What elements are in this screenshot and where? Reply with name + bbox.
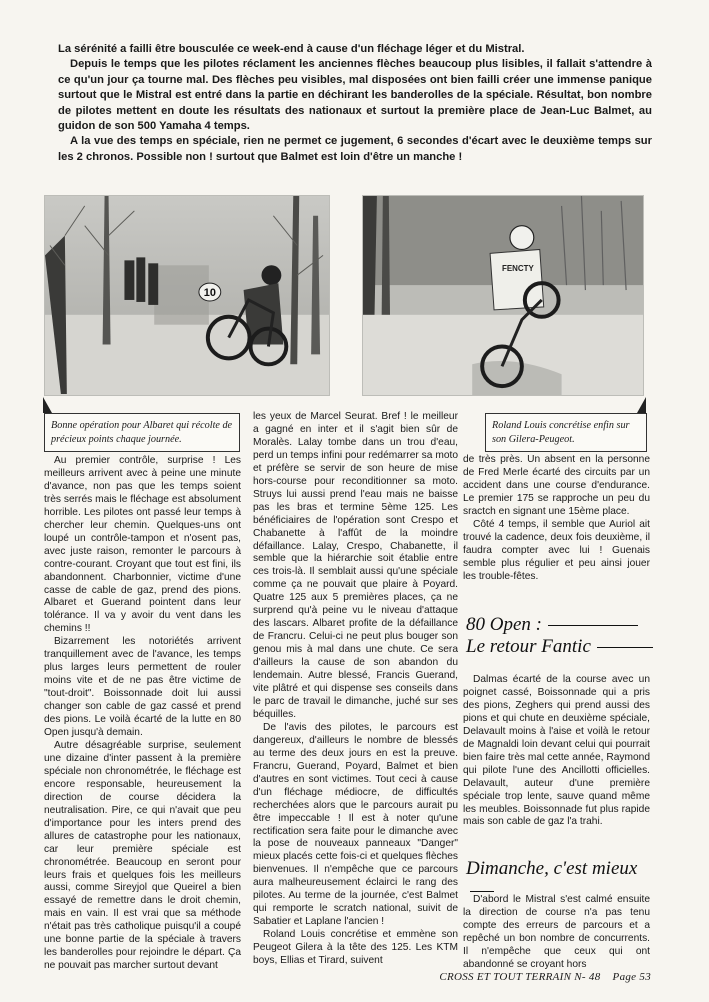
page-footer xyxy=(439,971,651,983)
heading-line: 80 Open : xyxy=(466,614,542,635)
heading-line: Le retour Fantic xyxy=(466,636,591,657)
magazine-title: CROSS ET TOUT TERRAIN N- 48 xyxy=(439,971,601,983)
plate-number: 10 xyxy=(203,287,216,299)
intro-paragraph: Depuis le temps que les pilotes réclament les anciennes flèches beaucoup plus lisibles, il fallait s'attendre à ce qu'un jour ça tourne mal. Des flèches peu visibles, mal disposées ont bien failli créer une immense panique surtout que le Mistral est entré dans la partie en déchirant les banderolles de la spéciale. Résultat, bon nombre de pilotes mettent en doute les résultats des nationaux et surtout la première place de Jean-Luc Balmet, au guidon de son 500 Yamaha 4 temps. xyxy=(58,58,652,133)
caption-pointer-left xyxy=(43,397,52,413)
intro-paragraph: A la vue des temps en spéciale, rien ne permet ce jugement, 6 secondes d'écart avec le deuxième temps sur les 2 chronos. Possible non ! surtout que Balmet est loin d'être un manche ! xyxy=(58,135,652,163)
column-paragraph: Côté 4 temps, il semble que Auriol ait trouvé la cadence, deux fois deuxième, il faudra compter avec lui ! Guenais semble plus régulier et peu ainsi jouer les trouble-fêtes. xyxy=(463,518,650,582)
heading-rule xyxy=(548,625,638,626)
column-paragraph: les yeux de Marcel Seurat. Bref ! le meilleur a gagné en inter et il s'agit bien sûr de Moralès. Lalay tombe dans un trou d'eau, perd un temps infini pour redémarrer sa moto et préfère se servir de son heure de mise hors-course pour reconditionner sa moto. Struys lui aussi prend l'eau mais ne baisse pas les bras et termine 5ème 125. Les bénéficiaires de l'opération sont Crespo et Chabanette à l'affût de la moindre défaillance. Lalay, Crespo, Chabanette, il semble que la hiérarchie soit établie entre ces trois-là. Il semblait aussi qu'une spéciale comme ça ne pouvait que plaire à Poyard. Quatre 125 aux 5 premières places, ça ne surprend qu'à peine vu le niveau d'attaque des lascars. Albaret profite de la défaillance de Francru. Celui-ci ne peut plus bouger son genou mis à mal dans une chute. Ce sera d'ailleurs la cause de son abandon du lendemain. Autre blessé, Francis Guerand, vite plâtré et qui dispense ses conseils dans le parc de travail le dimanche, juché sur ses béquilles. xyxy=(253,411,458,720)
intro-paragraph: La sérénité a failli être bousculée ce week-end à cause d'un fléchage léger et du Mistral. xyxy=(58,43,525,55)
photo-roland-louis xyxy=(362,195,644,396)
heading-rule xyxy=(470,891,494,892)
column-c-bottom xyxy=(463,894,650,970)
heading-line: Dimanche, c'est mieux xyxy=(466,858,638,879)
column-c-top xyxy=(463,454,650,592)
jersey-lettering: FENCTY xyxy=(502,264,534,274)
caption-albaret: Bonne opération pour Albaret qui récolte de précieux points chaque journée. xyxy=(44,413,240,452)
column-paragraph: de très près. Un absent en la personne de Fred Merle écarté des circuits par un accident dans une course d'endurance. Le premier 175 se rapproche un peu du sractch en signant une 15ème place. xyxy=(463,454,650,517)
caption-roland-louis: Roland Louis concrétise enfin sur son Gilera-Peugeot. xyxy=(485,413,647,452)
heading-rule xyxy=(597,647,653,648)
column-paragraph: D'abord le Mistral s'est calmé ensuite la direction de course n'a pas tenu compte des erreurs de parcours et a repêché un bon nombre de concurrents. Il n'empêche que ceux qui ont abandonné se croyant hors xyxy=(463,894,650,970)
heading-80-open xyxy=(466,614,656,658)
column-paragraph: Bizarrement les notoriétés arrivent tranquillement avec de l'avance, les temps plus larges leurs permettent de rouler moins vite et de ne pas être victime de "tout-droit". Boissonnade doit lui aussi changer son cable de gaz cassé et prend des pions. Le voilà écarté de la lutte en 80 Open jusqu'à demain. xyxy=(44,636,241,739)
column-b xyxy=(253,411,458,969)
column-c-mid xyxy=(463,674,650,830)
caption-pointer-right xyxy=(637,397,646,413)
column-paragraph: Au premier contrôle, surprise ! Les meilleurs arrivent avec à peine une minute d'avance, non pas que les temps soient très serrés mais le fléchage est absolument horrible. Les pilotes ont passé leur temps à chercher leur chemin. Quelques-uns ont loupé un contrôle-tampon et n'osent pas, avec juste raison, remonter le parcours à contre-courant. Croyant que tout est fini, ils abandonnent. Charbonnier, victime d'une casse de cable de gaz, prend des pions. Albaret et Guerand pointent dans leur tolérance. Il va y avoir du vent dans les chemins !! xyxy=(44,455,241,635)
column-paragraph: Dalmas écarté de la course avec un poignet cassé, Boissonnade qui a pris des pions, Zeghers qui prend aussi des pions et qui chute en deuxième spéciale, Delavault moins à l'aise et voilà le retour de Magnaldi loin devant celui qui pourrait bien faire très mal cette année, Raymond qui pilote l'une des Ancillotti officielles. Delavault, auteur d'une première spéciale trop lente, sauve quand même les meubles. Boissonnade fut plus rapide mais son cable de gaz l'a trahi. xyxy=(463,674,650,828)
intro-block xyxy=(58,42,652,165)
column-a xyxy=(44,455,241,972)
column-paragraph: Roland Louis concrétise et emmène son Peugeot Gilera à la tête des 125. Les KTM boys, Ellias et Tirard, suivent xyxy=(253,929,458,967)
page-number: Page 53 xyxy=(612,971,651,983)
column-paragraph: De l'avis des pilotes, le parcours est dangereux, d'ailleurs le nombre de blessés au terme des deux jours en est la preuve. Francru, Guerand, Poyard, Balmet et bien d'autres en sont victimes. Tout ceci à cause d'un fléchage médiocre, de difficultés recherchées alors que le parcours aurait pu être impeccable ! Il est à noter qu'une rectification sera faite pour le dimanche avec la pose de nouveaux panneaux "Danger" mieux placés cette fois-ci et quelques flèches bienvenues. Il n'empêche que ce parcours aura malheureusement éclairci le rang des pilotes. Au terme de la journée, c'est Balmet qui remporte le scratch national, suivit de Sabatier et Laplane l'ancien ! xyxy=(253,721,458,928)
photo-albaret xyxy=(44,195,330,396)
column-paragraph: Autre désagréable surprise, seulement une dizaine d'inter passent à la première spéciale non chronométrée, le fléchage est encore responsable, heureusement la direction de course décidera la neutralisation. Pire, ce qui n'avait que peu d'importance pour les inters prend des allures de catastrophe pour les nationaux, car leur première spéciale est chronométrée. Beaucoup en seront pour leurs frais et quelques fois les meilleurs aussi, comme Sireyjol que Queirel a bien essayé de remettre dans le droit chemin, mais en vain. Il est vrai que sa méthode n'était pas très catholique puisqu'il a coupé une bonne partie de la spéciale à travers les banderolles pour rejoindre le départ. Ça ne pouvait pas marcher surtout devant xyxy=(44,739,241,972)
